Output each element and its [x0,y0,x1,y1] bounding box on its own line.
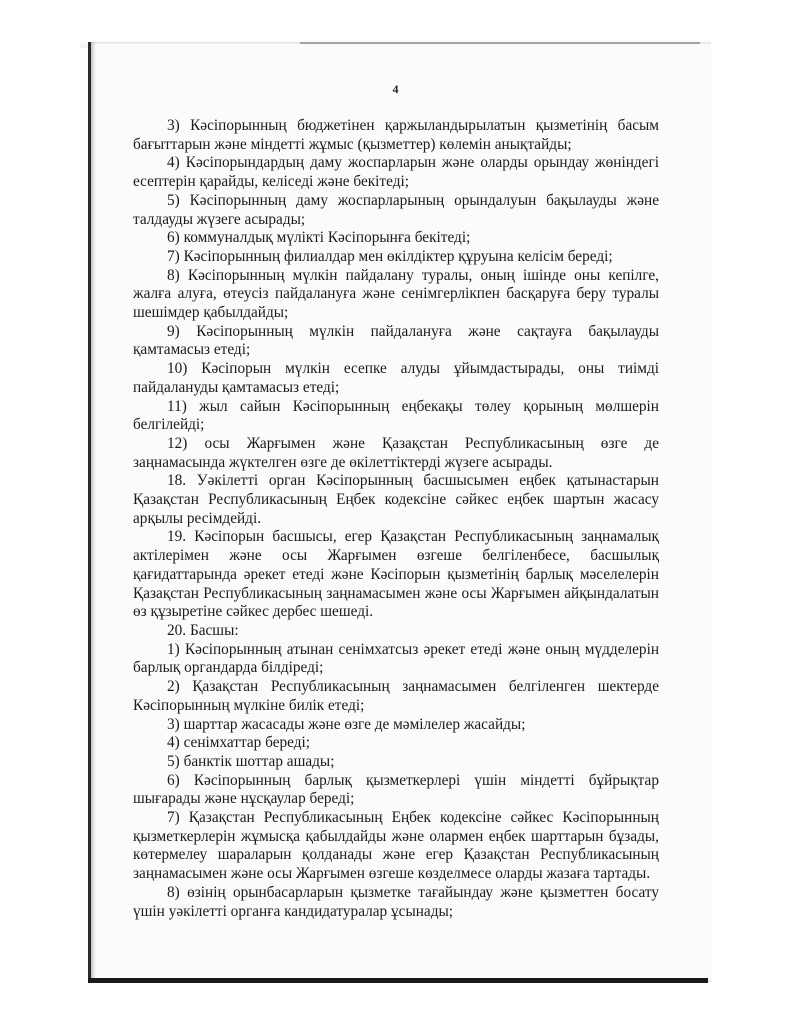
paragraph-5-plan-control: 5) Кәсіпорынның даму жоспарларының орындалуын бақылауды және талдауды жүзеге асырады; [133,191,659,228]
paragraph-8-property-use: 8) Кәсіпорынның мүлкін пайдалану туралы, оның ішінде оны кепілге, жалға алуға, өтеусіз пайдалануға және сенімгерлікпен басқаруға беру туралы шешімдер қабылдайды; [133,266,659,322]
director-duty-4: 4) сенімхаттар береді; [167,734,310,752]
scan-bottom-edge [88,978,708,983]
paragraph-12-other-powers: 12) осы Жарғымен және Қазақстан Республикасының өзге де заңнамасында жүктелген өзге де өкілеттіктерді жүзеге асырады. [133,434,659,471]
section-19-director-authority: 19. Кәсіпорын басшысы, егер Қазақстан Республикасының заңнамалық актілерімен және осы Жарғымен өзгеше белгіленбесе, басшылық қағидаттарында әрекет етеді және Кәсіпорын қызметінің барлық мәселелерін Қазақстан Республикасының заңнамасымен және осы Жарғымен айқындалатын өз құзыретіне сәйкес дербес шешеді. [133,528,659,621]
paragraph-9-property-control: 9) Кәсіпорынның мүлкін пайдалануға және сақтауға бақылауды қамтамасыз етеді; [133,322,659,359]
page-number: 4 [392,82,399,96]
director-duty-8: 8) өзінің орынбасарларын қызметке тағайындау және қызметтен босату үшін уәкілетті органға кандидатуралар ұсынады; [133,883,659,920]
paragraph-6-communal-property: 6) коммуналдық мүлікті Кәсіпорынға бекітеді; [167,229,471,247]
paragraph-11-payroll-fund: 11) жыл сайын Кәсіпорынның еңбекақы төлеу қорының мөлшерін белгілейді; [133,397,659,434]
director-duty-6: 6) Кәсіпорынның барлық қызметкерлері үшін міндетті бұйрықтар шығарады және нұсқаулар береді; [133,771,659,808]
paragraph-10-property-accounting: 10) Кәсіпорын мүлкін есепке алуды ұйымдастырады, оны тиімді пайдалануды қамтамасыз етеді; [133,360,659,396]
paragraph-7-branches: 7) Кәсіпорынның филиалдар мен өкілдіктер құруына келісім береді; [167,247,613,265]
paragraph-3-priority-directions: 3) Кәсіпорынның бюджетінен қаржыландырылатын қызметінің басым бағыттарын және міндетті жұмыс (қызметтер) көлемін анықтайды; [133,117,659,153]
director-duty-7: 7) Қазақстан Республикасының Еңбек кодексіне сәйкес Кәсіпорынның қызметкерлерін жұмысқа қабылдайды және олармен еңбек шарттарын бұзады, көтермелеу шараларын қолданады және егер Қазақстан Республикасының заңнамасымен және осы Жарғымен өзгеше көзделмесе оларды жазаға тартады. [133,809,659,883]
director-duty-1: 1) Кәсіпорынның атынан сенімхатсыз әрекет етеді және оның мүдделерін барлық органдарда білдіреді; [133,640,659,677]
paragraph-4-development-plans: 4) Кәсіпорындардың даму жоспарларын және оларды орындау жөніндегі есептерін қарайды, келіседі және бекітеді; [133,154,659,191]
document-body [133,117,659,921]
section-20-heading: 20. Басшы: [167,621,239,639]
section-18-labor-relations: 18. Уәкілетті орган Кәсіпорынның басшысымен еңбек қатынастарын Қазақстан Республикасының Еңбек кодексіне сәйкес еңбек шартын жасасу арқылы ресімдейді. [133,472,659,527]
director-duty-2: 2) Қазақстан Республикасының заңнамасымен белгіленген шектерде Кәсіпорынның мүлкіне билік етеді; [133,678,659,714]
scan-edge-line [300,42,700,44]
director-duty-3: 3) шарттар жасасады және өзге де мәмілелер жасайды; [167,715,526,733]
director-duty-5: 5) банктік шоттар ашады; [167,752,335,770]
